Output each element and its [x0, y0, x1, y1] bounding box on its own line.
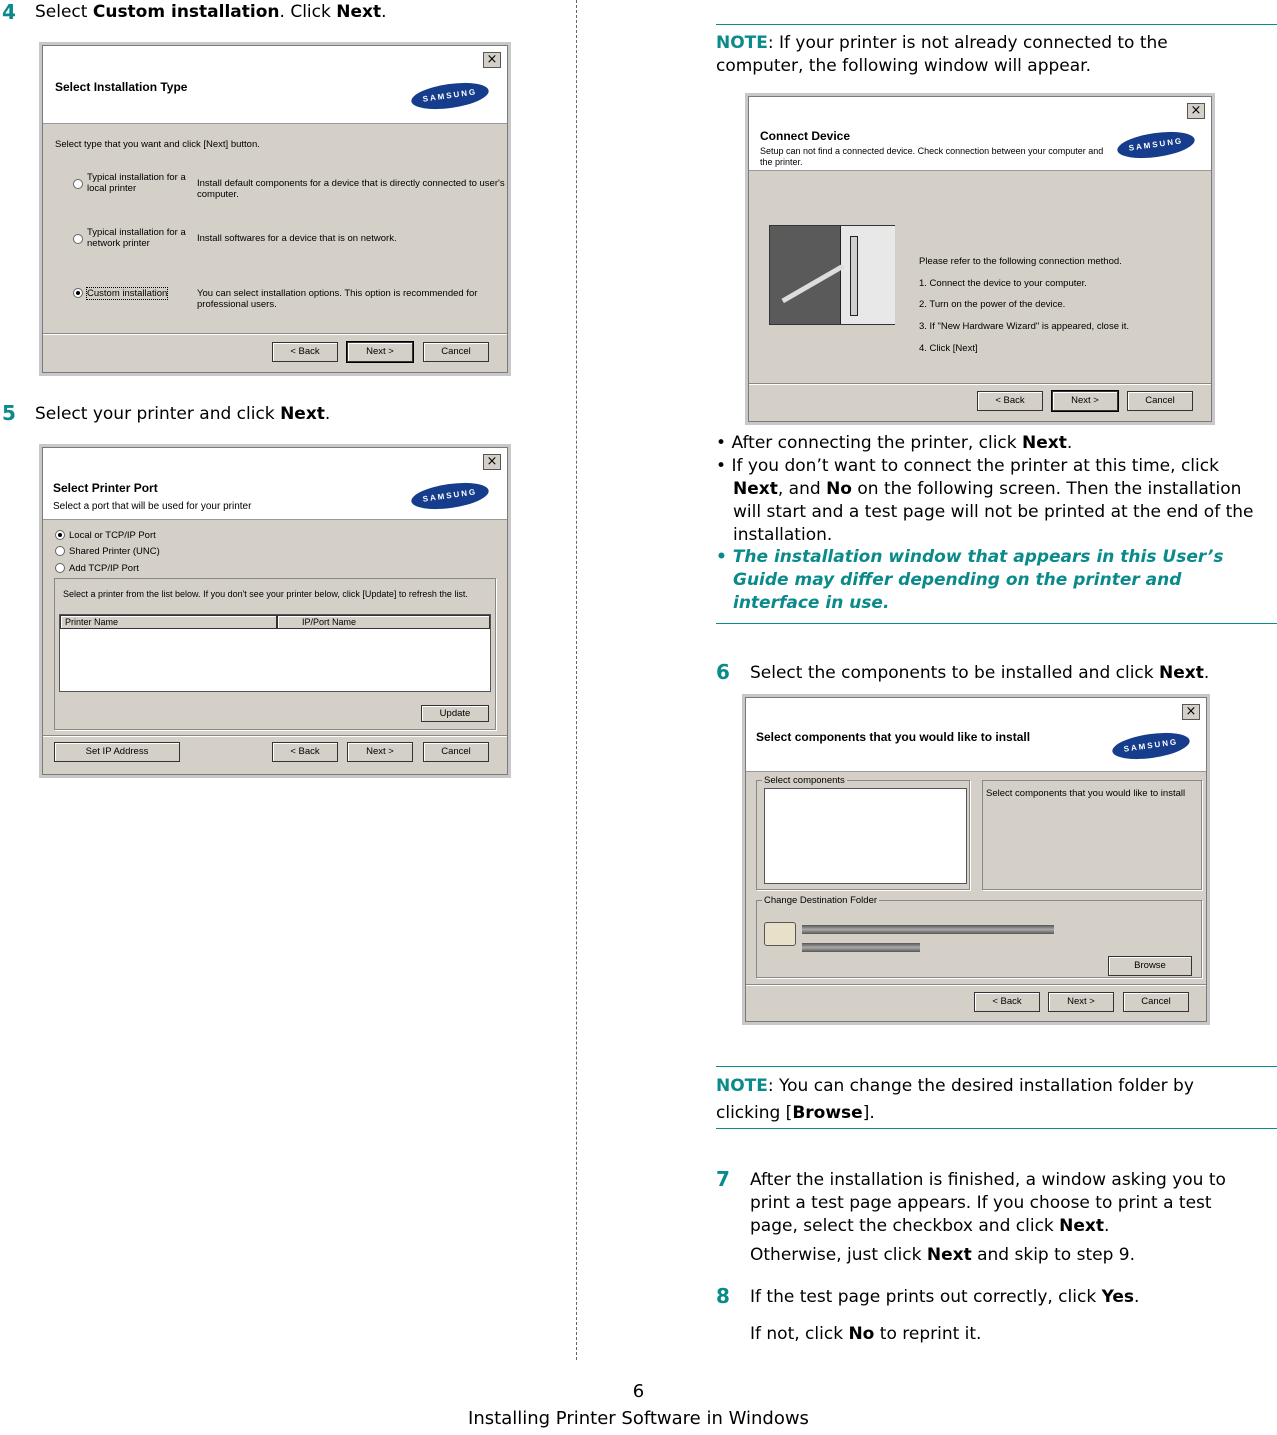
- samsung-logo: SAMSUNG: [1116, 128, 1197, 163]
- close-icon[interactable]: ×: [1182, 704, 1200, 720]
- note-connection: NOTE: If your printer is not already connected to the computer, the following window will appear.: [716, 33, 1168, 76]
- next-button[interactable]: Next >: [347, 742, 413, 762]
- bullet-item: • If you don’t want to connect the printer at this time, click: [716, 456, 1219, 476]
- step-5-text: Select your printer and click Next.: [35, 404, 331, 424]
- step-7-otherwise: Otherwise, just click Next and skip to step 9.: [750, 1245, 1135, 1265]
- update-button[interactable]: Update: [421, 705, 489, 722]
- connection-step: 1. Connect the device to your computer.: [919, 278, 1087, 289]
- connection-step: 4. Click [Next]: [919, 343, 978, 354]
- column-header-printer-name[interactable]: Printer Name: [60, 615, 277, 629]
- installation-type-dialog: [42, 45, 508, 373]
- next-button[interactable]: Next >: [347, 342, 413, 362]
- dialog-subtitle: Setup can not find a connected device. Check connection between your computer and the printer.: [760, 146, 1104, 167]
- option-label: Typical installation for a local printer: [87, 172, 186, 194]
- separator: [43, 735, 507, 736]
- step-number: 4: [2, 0, 16, 24]
- cancel-button[interactable]: Cancel: [423, 342, 489, 362]
- port-option-label: Shared Printer (UNC): [69, 546, 160, 557]
- note-rule: [716, 1128, 1277, 1129]
- cancel-button[interactable]: Cancel: [1123, 992, 1189, 1012]
- close-icon[interactable]: ×: [483, 52, 501, 68]
- instruction-text: Select a printer from the list below. If you don't see your printer below, click [Update] to refresh the list.: [63, 589, 468, 599]
- dialog-title: Select Installation Type: [55, 80, 188, 94]
- connection-illustration: [769, 225, 895, 325]
- samsung-logo: SAMSUNG: [1111, 729, 1192, 764]
- step-8-text: If the test page prints out correctly, click Yes.: [750, 1287, 1140, 1307]
- group-label: Change Destination Folder: [764, 895, 878, 906]
- folder-icon: [764, 922, 796, 946]
- folder-path-bar: [802, 925, 1054, 934]
- step-number: 8: [716, 1284, 730, 1308]
- option-description: Install softwares for a device that is on network.: [197, 233, 397, 244]
- column-divider: [576, 0, 577, 1360]
- step-number: 6: [716, 660, 730, 684]
- back-button[interactable]: < Back: [977, 391, 1043, 411]
- port-option-label: Add TCP/IP Port: [69, 563, 139, 574]
- cancel-button[interactable]: Cancel: [1127, 391, 1193, 411]
- note-rule: [716, 24, 1277, 25]
- dialog-subtitle: Select a port that will be used for your printer: [53, 501, 252, 512]
- connect-device-dialog: [748, 96, 1212, 422]
- page-footer-title: Installing Printer Software in Windows: [468, 1408, 809, 1429]
- separator: [43, 333, 507, 334]
- instruction-text: Select type that you want and click [Next] button.: [55, 139, 260, 150]
- step-4-text: Select Custom installation. Click Next.: [35, 2, 387, 22]
- connection-reference: Please refer to the following connection method.: [919, 256, 1122, 267]
- dialog-title: Select components that you would like to install: [756, 730, 1031, 744]
- bullet-item-highlight: • The installation window that appears in this User’s Guide may differ depending on the printer and interface in use.: [716, 547, 1224, 613]
- column-header-ip-port[interactable]: IP/Port Name: [277, 615, 490, 629]
- radio-typical-local[interactable]: [73, 179, 83, 189]
- step-number: 7: [716, 1167, 730, 1191]
- note-browse: NOTE: You can change the desired installation folder by clicking [Browse].: [716, 1076, 1194, 1123]
- browse-button[interactable]: Browse: [1108, 956, 1192, 976]
- option-label: Typical installation for a network printer: [87, 227, 186, 249]
- radio-typical-network[interactable]: [73, 234, 83, 244]
- next-button[interactable]: Next >: [1048, 992, 1114, 1012]
- set-ip-address-button[interactable]: Set IP Address: [54, 742, 180, 762]
- dialog-title: Select Printer Port: [53, 481, 158, 495]
- close-icon[interactable]: ×: [1187, 103, 1205, 119]
- radio-custom[interactable]: [73, 288, 83, 298]
- option-description: You can select installation options. This option is recommended for professional users.: [197, 288, 478, 310]
- option-description: Install default components for a device that is directly connected to user's computer.: [197, 178, 505, 200]
- close-icon[interactable]: ×: [483, 454, 501, 470]
- back-button[interactable]: < Back: [272, 742, 338, 762]
- cancel-button[interactable]: Cancel: [423, 742, 489, 762]
- connection-step: 3. If "New Hardware Wizard" is appeared, close it.: [919, 321, 1130, 332]
- samsung-logo: SAMSUNG: [410, 79, 491, 114]
- radio-shared-printer[interactable]: [55, 546, 65, 556]
- bullet-item: • After connecting the printer, click Next.: [716, 433, 1073, 453]
- printer-port-dialog: [42, 447, 508, 775]
- separator: [749, 383, 1211, 384]
- radio-add-tcpip[interactable]: [55, 563, 65, 573]
- dialog-title: Connect Device: [760, 129, 851, 143]
- samsung-logo: SAMSUNG: [410, 479, 491, 514]
- step-8-otherwise: If not, click No to reprint it.: [750, 1324, 982, 1344]
- back-button[interactable]: < Back: [272, 342, 338, 362]
- back-button[interactable]: < Back: [974, 992, 1040, 1012]
- step-7-text: After the installation is finished, a window asking you to print a test page appears. If you choose to print a test page, select the checkbox and click Next.: [750, 1170, 1226, 1236]
- group-label: Select components: [764, 775, 845, 786]
- separator: [746, 984, 1206, 985]
- component-description: Select components that you would like to install: [986, 788, 1186, 799]
- bullet-item-continued: Next, and No on the following screen. Then the installation will start and a test page will not be printed at the end of the installation.: [733, 479, 1254, 545]
- note-rule: [716, 1066, 1277, 1067]
- step-number: 5: [2, 401, 16, 425]
- radio-local-tcpip[interactable]: [55, 530, 65, 540]
- next-button[interactable]: Next >: [1052, 391, 1118, 411]
- select-components-dialog: [745, 697, 1207, 1022]
- folder-path-bar: [802, 943, 920, 952]
- components-list[interactable]: [764, 788, 967, 884]
- option-label: Custom installation: [87, 288, 168, 299]
- connection-step: 2. Turn on the power of the device.: [919, 299, 1066, 310]
- step-6-text: Select the components to be installed and click Next.: [750, 663, 1210, 683]
- note-rule: [716, 623, 1277, 624]
- page-number: 6: [632, 1381, 645, 1402]
- port-option-label: Local or TCP/IP Port: [69, 530, 156, 541]
